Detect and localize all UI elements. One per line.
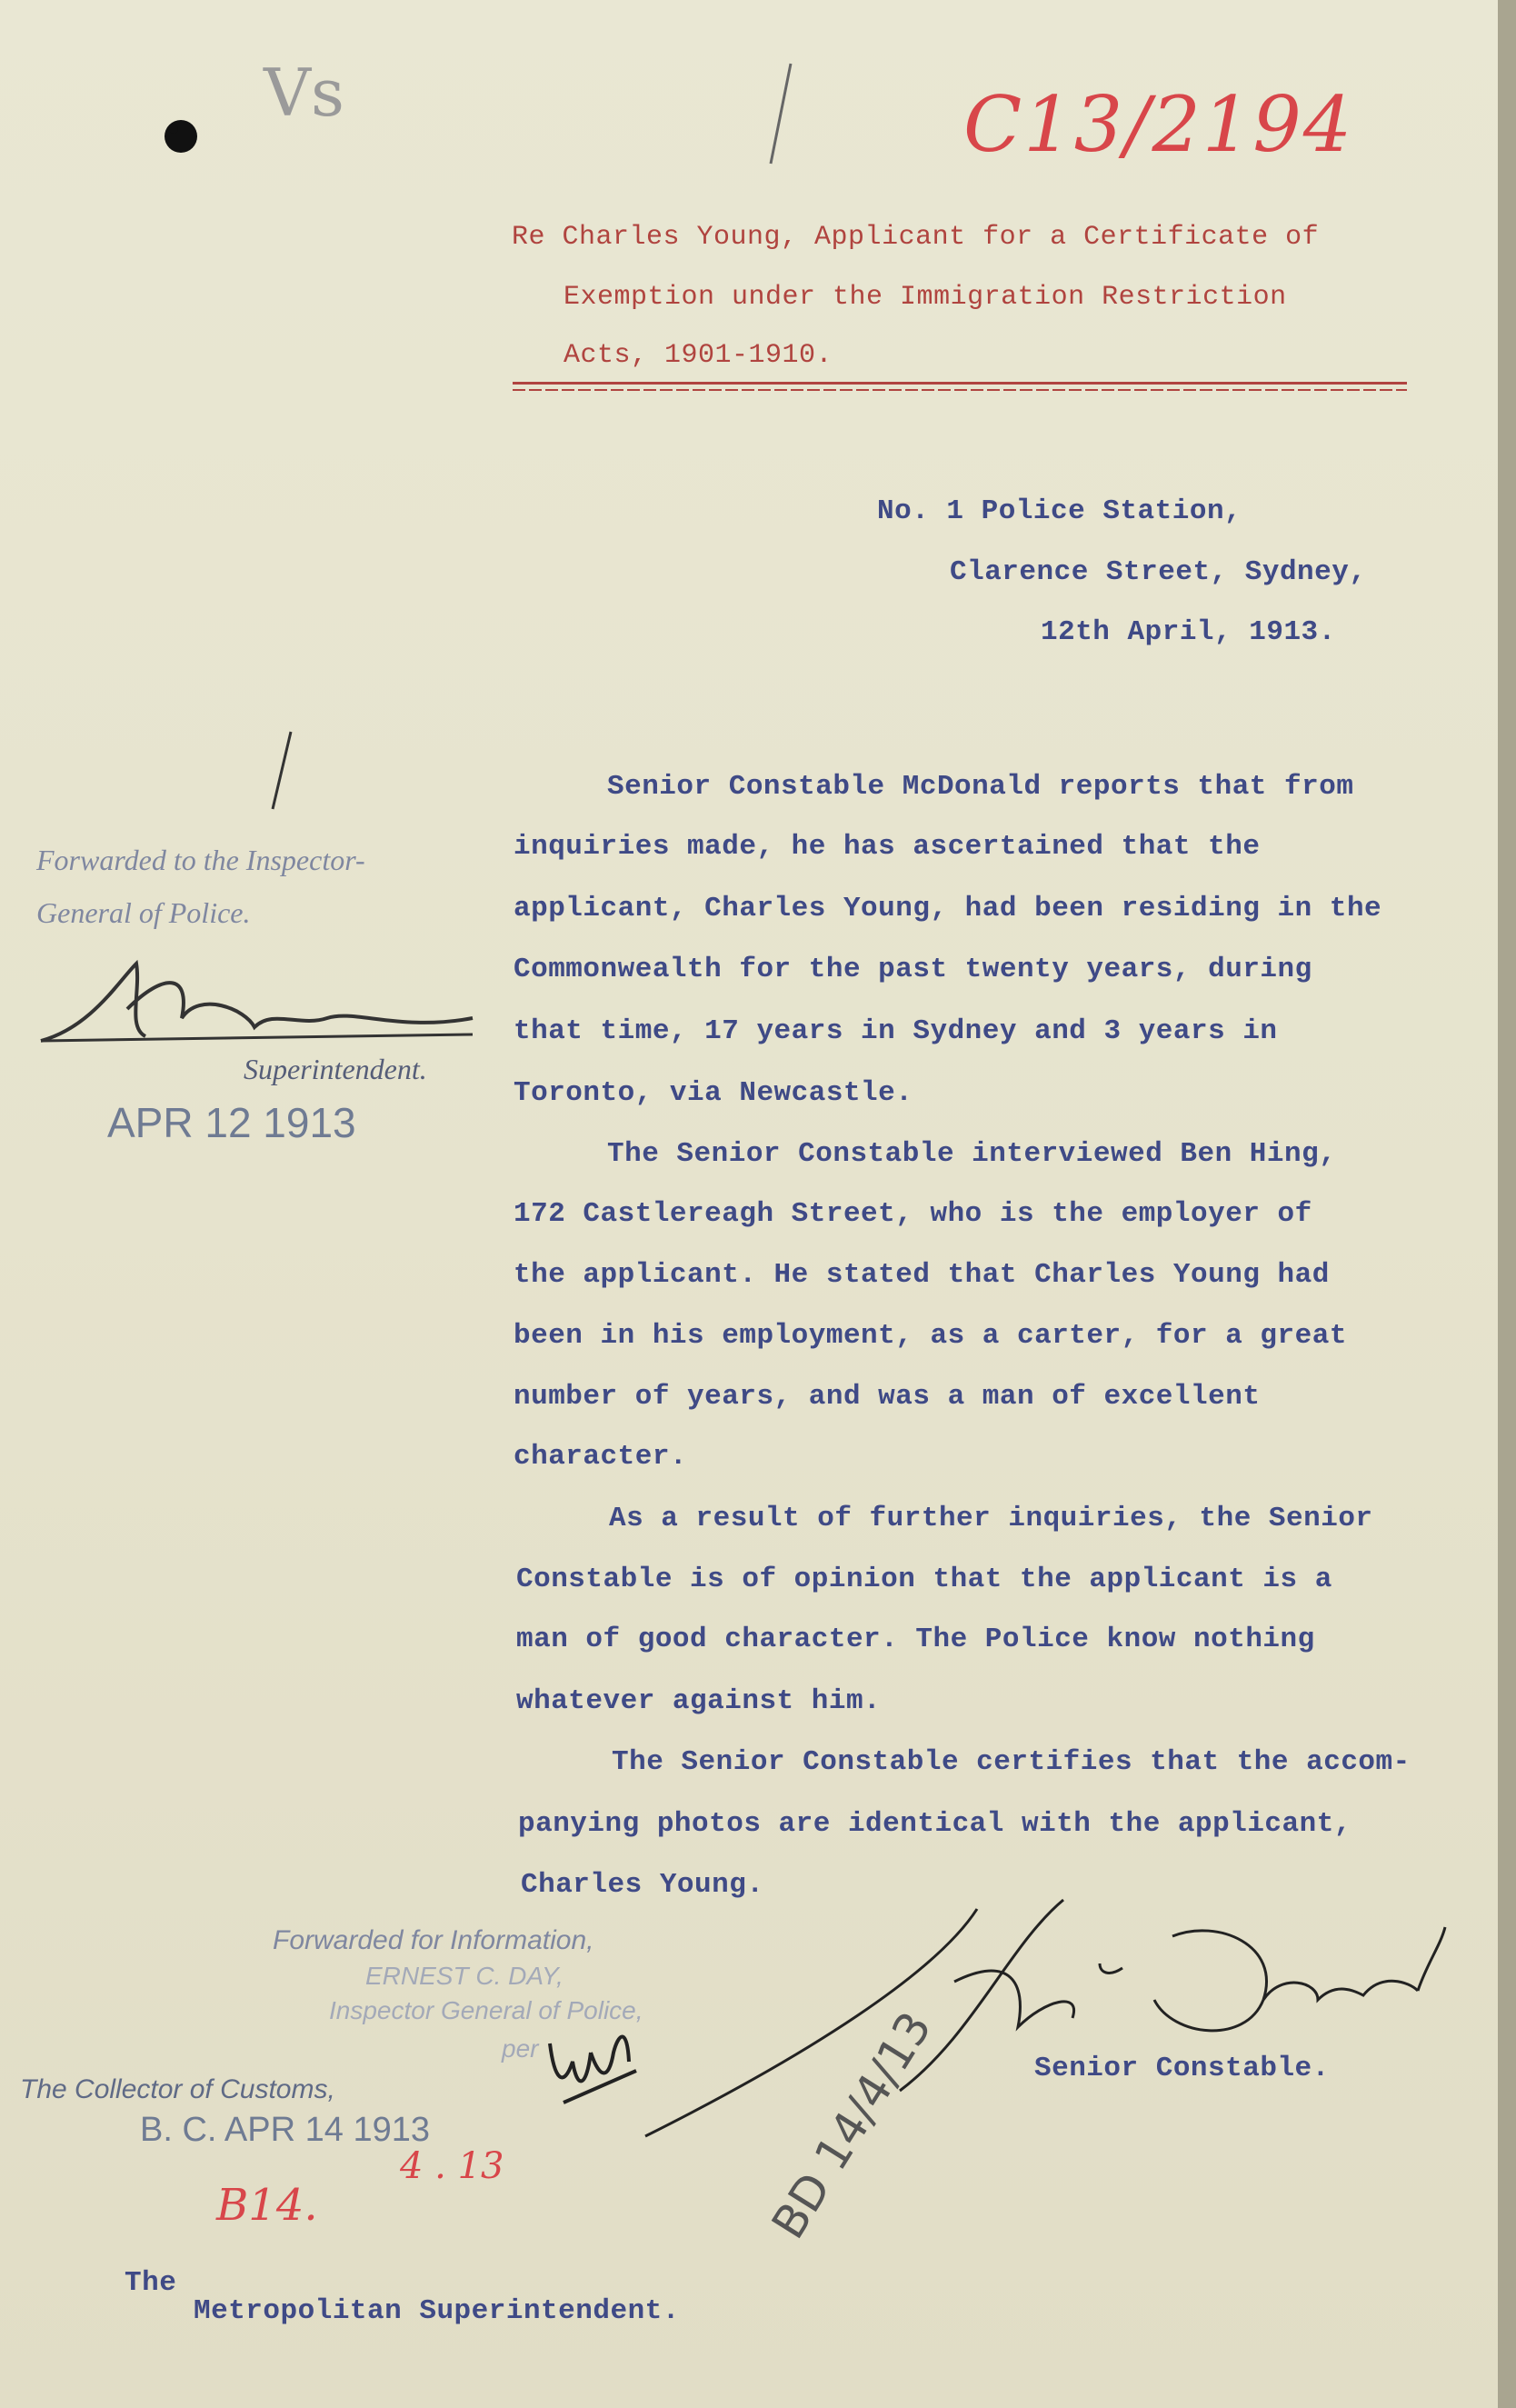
- stamp-title: Superintendent.: [244, 1053, 427, 1085]
- addressee-line-1: The: [125, 2267, 177, 2299]
- info-initials: [545, 2025, 654, 2107]
- heading-line-2: Exemption under the Immigration Restriction: [564, 282, 1287, 313]
- constable-title: Senior Constable.: [1034, 2053, 1330, 2084]
- red-note-b: 4 . 13: [400, 2145, 504, 2187]
- body-line: inquiries made, he has ascertained that the: [514, 831, 1261, 863]
- red-note-a: B14.: [216, 2180, 318, 2231]
- body-line: number of years, and was a man of excellent: [514, 1381, 1261, 1413]
- stamp-date: APR 12 1913: [107, 1099, 356, 1146]
- heading-line-3: Acts, 1901-1910.: [564, 340, 833, 371]
- body-line: been in his employment, as a carter, for a great: [514, 1320, 1347, 1352]
- stamp-line-2: General of Police.: [36, 896, 251, 929]
- address-line-2: Clarence Street, Sydney,: [950, 556, 1367, 588]
- address-line-1: No. 1 Police Station,: [877, 495, 1242, 527]
- info-line-2: ERNEST C. DAY,: [365, 1962, 564, 1990]
- pencil-check: [264, 727, 300, 818]
- body-line: whatever against him.: [516, 1685, 882, 1717]
- stamp-line-1: Forwarded to the Inspector-: [36, 844, 365, 876]
- page-edge: [1498, 0, 1516, 2408]
- file-number: C13/2194: [963, 80, 1354, 169]
- info-line-3: Inspector General of Police,: [329, 1996, 643, 2024]
- body-line: character.: [514, 1441, 688, 1473]
- body-line: Toronto, via Newcastle.: [514, 1077, 913, 1109]
- constable-signature: [627, 1891, 1445, 2145]
- heading-rule-dashed: [513, 389, 1407, 391]
- body-line: man of good character. The Police know nothing: [516, 1624, 1315, 1655]
- info-to: The Collector of Customs,: [20, 2074, 335, 2104]
- body-line: The Senior Constable interviewed Ben Hing,: [607, 1138, 1337, 1170]
- marginal-initials: Vs: [264, 55, 344, 131]
- body-line: the applicant. He stated that Charles Young had: [514, 1259, 1330, 1291]
- body-line: Constable is of opinion that the applicant is a: [516, 1564, 1332, 1595]
- body-line: Commonwealth for the past twenty years, during: [514, 954, 1312, 985]
- letter-date: 12th April, 1913.: [1041, 616, 1336, 648]
- body-line: panying photos are identical with the applicant,: [518, 1808, 1351, 1840]
- heading-rule: [513, 382, 1407, 385]
- body-line: that time, 17 years in Sydney and 3 years in: [514, 1015, 1278, 1047]
- pencil-note: BD 14/4/13: [762, 2003, 943, 2248]
- body-line: As a result of further inquiries, the Senior: [609, 1503, 1373, 1534]
- body-line: The Senior Constable certifies that the accom-: [612, 1746, 1411, 1778]
- info-line-1: Forwarded for Information,: [273, 1925, 594, 1955]
- addressee-line-2: Metropolitan Superintendent.: [194, 2295, 680, 2327]
- body-line: Senior Constable McDonald reports that from: [607, 771, 1354, 803]
- body-line: applicant, Charles Young, had been residing in the: [514, 893, 1382, 924]
- body-line: 172 Castlereagh Street, who is the employer of: [514, 1198, 1312, 1230]
- heading-line-1: Re Charles Young, Applicant for a Certificate of: [512, 222, 1320, 253]
- info-per: per: [502, 2034, 539, 2063]
- info-date: B. C. APR 14 1913: [140, 2111, 430, 2149]
- body-line: Charles Young.: [521, 1869, 764, 1901]
- superintendent-signature: [36, 954, 482, 1064]
- pencil-tick: [763, 55, 800, 182]
- ink-blot: [159, 109, 214, 164]
